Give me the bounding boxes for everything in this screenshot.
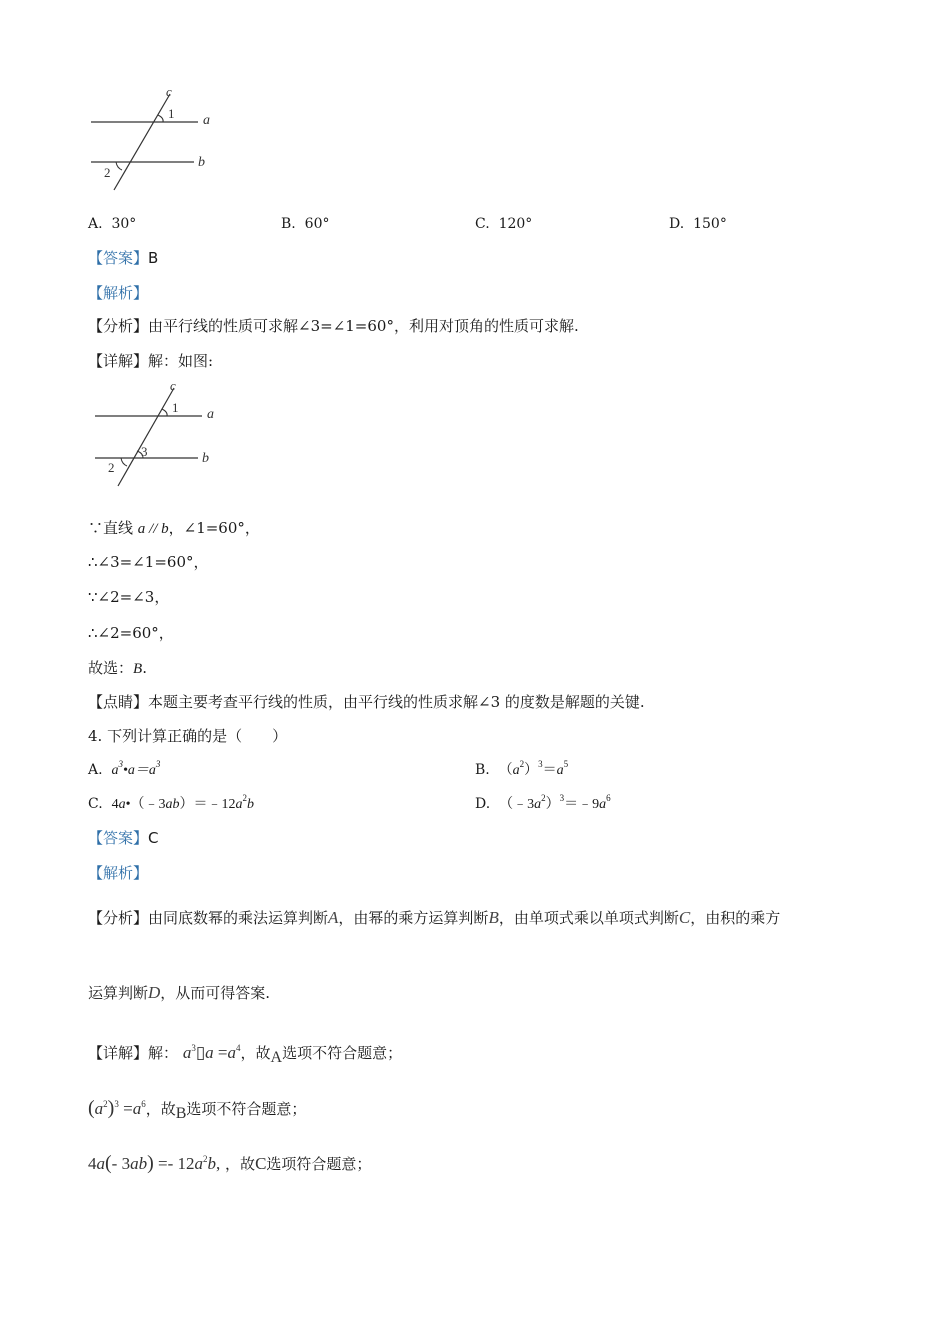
analysis-tag: 【解析】: [88, 284, 149, 302]
var-D: D: [148, 983, 161, 1002]
step-text: 选项不符合题意；: [186, 1100, 307, 1118]
q4-xiangjie-a: [88, 1043, 402, 1068]
xiangjie-tag: 【详解】: [88, 1044, 149, 1062]
q3-fenxi: [88, 316, 579, 336]
label-a: a: [203, 113, 210, 128]
label-1: 1: [168, 106, 175, 121]
option-b: [281, 214, 329, 234]
q3-analysis-tag: [88, 283, 148, 303]
q3-step-1: [88, 518, 260, 539]
parallel-lines-figure-2: [90, 378, 230, 490]
option-key: C.: [475, 216, 490, 232]
q3-step-2: [88, 552, 209, 572]
q4-stem: [88, 726, 287, 746]
formula-b: $(a^2)^3 =a^6$: [88, 1097, 146, 1119]
option-expression: $(a^2)^3=a^5$: [498, 759, 569, 778]
step-text: 选项不符合题意；: [282, 1044, 403, 1062]
label-2: 2: [104, 165, 111, 180]
option-letter-a: A: [270, 1049, 283, 1066]
option-text: 150°: [693, 216, 727, 232]
formula-c: 4a(- $3ab) =- 12a^2b$,: [88, 1152, 221, 1174]
q3-step-5: [88, 658, 147, 679]
step-text: ，故: [240, 1044, 271, 1062]
option-key: A.: [88, 762, 103, 778]
fenxi-tag: 【分析】: [88, 317, 149, 335]
q3-xiangjie: [88, 351, 213, 371]
q4-xiangjie-c: [88, 1153, 371, 1174]
option-key: D.: [669, 216, 685, 232]
step-text: ，故: [225, 1155, 256, 1173]
parallel-lines-figure-1: [86, 84, 226, 194]
q4-option-c: [88, 794, 254, 815]
var-A: A: [328, 908, 339, 927]
option-key: B.: [475, 762, 490, 778]
label-c: c: [166, 84, 172, 99]
step-text: ，∠1=60°，: [168, 519, 260, 537]
question-stem: 4. 下列计算正确的是（ ）: [88, 727, 288, 745]
option-d: [669, 214, 727, 234]
q3-dianjing: [88, 692, 645, 712]
step-text: ∴∠2=60°，: [88, 624, 174, 642]
xiangjie-text: 解：: [148, 1044, 179, 1062]
step-text: ，故: [145, 1100, 176, 1118]
q4-fenxi-line-1: [88, 908, 780, 928]
q4-analysis-tag: [88, 863, 148, 883]
step-text: ∵∠2=∠3，: [88, 588, 170, 606]
label-2: 2: [108, 460, 115, 475]
angle-1-arc: [162, 409, 167, 416]
xiangjie-text: 解：如图:: [148, 352, 214, 370]
var-b: b: [161, 521, 169, 537]
option-text: 120°: [498, 216, 533, 232]
label-a: a: [207, 407, 214, 422]
var-b: B: [133, 661, 143, 677]
label-b: b: [202, 451, 209, 466]
fenxi-text: ，由幂的乘方运算判断: [338, 909, 489, 927]
option-c: [475, 214, 532, 234]
label-b: b: [198, 155, 205, 170]
q4-option-a: [88, 760, 160, 781]
option-key: A.: [88, 216, 103, 232]
step-text: .: [142, 659, 147, 677]
xiangjie-tag: 【详解】: [88, 352, 149, 370]
option-key: D.: [475, 796, 491, 812]
step-text: ∵直线: [88, 519, 138, 537]
label-1: 1: [172, 400, 179, 415]
parallel-symbol: //: [145, 521, 162, 537]
var-C: C: [678, 908, 691, 927]
q3-answer: [88, 248, 158, 268]
step-text: 故选：: [88, 659, 134, 677]
fenxi-text: ，由积的乘方: [690, 909, 781, 927]
option-letter-b: B: [175, 1105, 187, 1122]
answer-tag: 【答案】: [88, 249, 149, 267]
option-expression: $4a•(﹣3ab)=﹣12a^2b$: [111, 793, 254, 812]
q4-fenxi-line-2: [88, 983, 270, 1003]
q4-option-d: [475, 794, 611, 815]
q3-step-3: [88, 587, 169, 607]
fenxi-tag: 【分析】: [88, 909, 149, 927]
q4-answer: [88, 828, 159, 848]
step-text: ∴∠3=∠1=60°，: [88, 553, 209, 571]
transversal-c: [114, 94, 170, 190]
fenxi-text: ，由单项式乘以单项式判断: [498, 909, 679, 927]
answer-tag: 【答案】: [88, 829, 149, 847]
option-letter-c: C: [255, 1154, 267, 1173]
transversal-c: [118, 388, 174, 486]
q3-step-4: [88, 623, 174, 643]
q4-option-b: [475, 760, 568, 781]
formula-a: $a^3▯a =a^4$: [182, 1043, 241, 1062]
var-a: a: [137, 521, 146, 537]
option-a: [88, 214, 136, 234]
angle-2-arc: [121, 458, 127, 466]
var-B: B: [488, 908, 499, 927]
option-text: 60°: [304, 216, 330, 232]
label-c: c: [170, 378, 176, 393]
fenxi-text: 由平行线的性质可求解∠3=∠1=60°，利用对顶角的性质可求解.: [148, 317, 579, 335]
label-3: 3: [141, 444, 148, 459]
analysis-tag: 【解析】: [88, 864, 149, 882]
fenxi-text: 由同底数幂的乘法运算判断: [148, 909, 329, 927]
option-expression: $a^3•a=a^3$: [111, 759, 161, 778]
angle-1-arc: [158, 115, 163, 122]
dianjing-text: 本题主要考查平行线的性质，由平行线的性质求解∠3 的度数是解题的关键.: [148, 693, 645, 711]
option-text: 30°: [111, 216, 137, 232]
option-key: B.: [281, 216, 296, 232]
fenxi-text: ，从而可得答案.: [160, 984, 271, 1002]
fenxi-text: 运算判断: [88, 984, 149, 1002]
dianjing-tag: 【点睛】: [88, 693, 149, 711]
option-expression: $(﹣3a^2)^3=﹣9a^6$: [499, 793, 611, 812]
angle-2-arc: [116, 162, 122, 170]
option-key: C.: [88, 796, 103, 812]
step-text: 选项符合题意；: [266, 1155, 372, 1173]
q4-xiangjie-b: [88, 1098, 306, 1124]
answer-value: B: [148, 249, 159, 267]
answer-value: C: [148, 829, 159, 847]
